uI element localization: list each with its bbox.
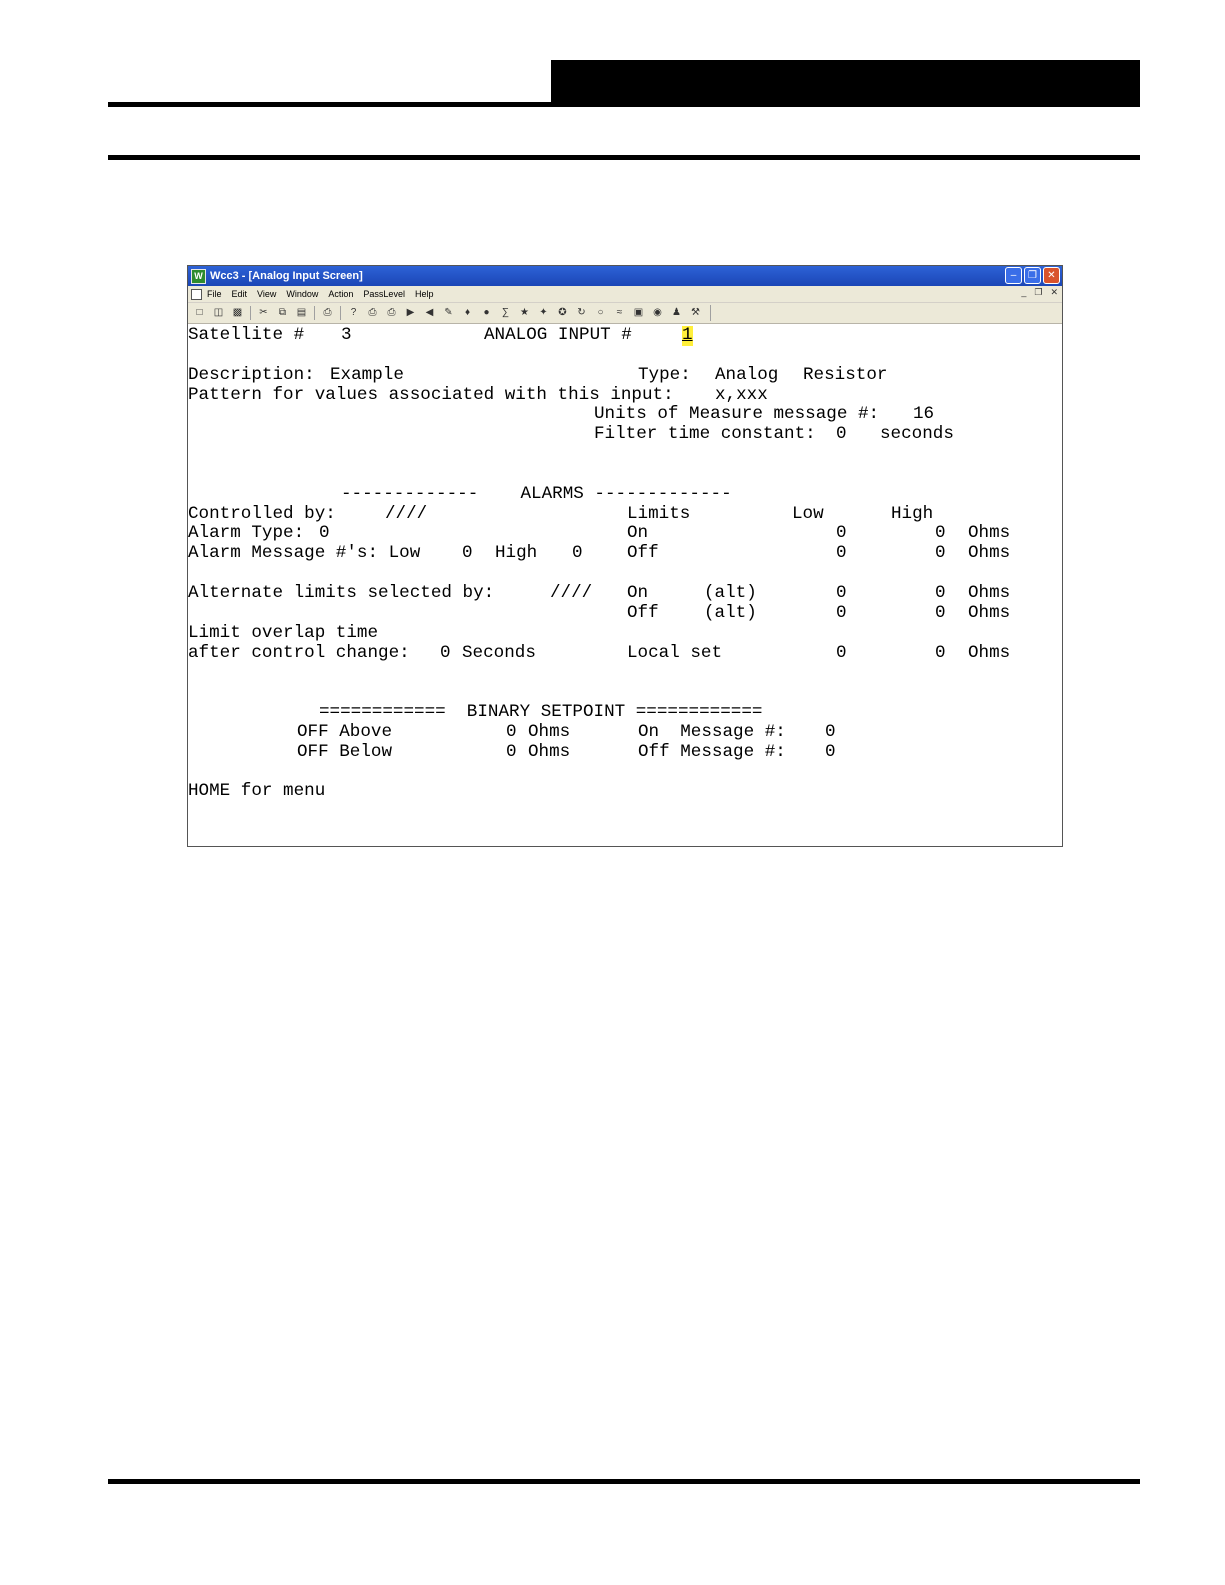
menu-action[interactable]: Action: [328, 289, 354, 299]
limit-unit: Ohms: [968, 543, 1011, 564]
document-menu-icon[interactable]: [191, 289, 202, 300]
alt-limits-value[interactable]: ////: [550, 582, 593, 603]
alarm-type-label: Alarm Type:: [188, 523, 305, 544]
print-setup-icon[interactable]: ⎙: [368, 307, 377, 318]
limit-high-value[interactable]: 0: [935, 582, 946, 603]
limit-label: On: [627, 523, 649, 544]
row-units: [188, 405, 1062, 425]
units-value[interactable]: 16: [913, 404, 935, 425]
app-window: [187, 265, 1063, 847]
limit-unit: Ohms: [968, 602, 1011, 623]
off-below-unit: Ohms: [528, 741, 571, 762]
row-binary-header: [188, 703, 1062, 723]
after-change-value[interactable]: 0: [440, 642, 451, 663]
off-message-value[interactable]: 0: [825, 741, 836, 762]
row-header: [188, 326, 1062, 346]
high-header: High: [891, 503, 934, 524]
display-icon[interactable]: ◉: [653, 307, 662, 318]
help-icon[interactable]: ?: [350, 307, 357, 318]
off-below-label: OFF Below: [297, 741, 393, 762]
page-header-block: [551, 60, 1140, 104]
alarm-msg-low[interactable]: 0: [462, 543, 473, 564]
send-icon[interactable]: ▶: [406, 307, 415, 318]
disconnect-icon[interactable]: ○: [597, 307, 604, 318]
after-change-unit: Seconds: [462, 642, 536, 663]
bell-icon[interactable]: ●: [483, 307, 490, 318]
toolbar-end: [710, 305, 711, 321]
units-label: Units of Measure message #:: [594, 404, 880, 425]
alarms-header: ------------- ALARMS -------------: [341, 483, 732, 504]
filter-value[interactable]: 0: [836, 424, 847, 445]
print-preview-icon[interactable]: ⎙: [387, 307, 396, 318]
binary-setpoint-header: ============ BINARY SETPOINT ============: [319, 702, 763, 723]
limit-label: On: [627, 582, 649, 603]
alt-limits-label: Alternate limits selected by:: [188, 582, 495, 603]
limit-label: Off: [627, 602, 659, 623]
menu-passlevel[interactable]: PassLevel: [363, 289, 405, 299]
limit-high-value[interactable]: 0: [935, 602, 946, 623]
limit-high-value[interactable]: 0: [935, 642, 946, 663]
toolbar-separator: [250, 306, 251, 320]
satellite-label: Satellite #: [188, 326, 305, 345]
limit-row: [188, 644, 1062, 664]
home-hint: HOME for menu: [188, 781, 326, 802]
off-above-unit: Ohms: [528, 721, 571, 742]
row-controlled-by: [188, 505, 1062, 525]
menu-file[interactable]: File: [207, 289, 222, 299]
child-minimize-icon[interactable]: _: [1021, 287, 1027, 297]
title-bar[interactable]: [188, 266, 1062, 286]
window-title: Wcc3 - [Analog Input Screen]: [210, 270, 363, 282]
limit-low-value[interactable]: 0: [836, 523, 847, 544]
off-above-value[interactable]: 0: [506, 721, 517, 742]
app-icon: W: [191, 269, 206, 284]
limit-low-value[interactable]: 0: [836, 602, 847, 623]
alarm-msg-high[interactable]: 0: [572, 543, 583, 564]
alarm-msg-high-label: High: [495, 543, 538, 564]
graph-icon[interactable]: ≈: [616, 307, 623, 318]
limit-unit: Ohms: [968, 523, 1011, 544]
star-icon[interactable]: ★: [520, 307, 529, 318]
limit-low-value[interactable]: 0: [836, 543, 847, 564]
section-rule: [108, 155, 1140, 160]
child-window-controls: [1021, 287, 1058, 298]
description-value[interactable]: Example: [330, 364, 404, 385]
limit-unit: Ohms: [968, 582, 1011, 603]
type-label: Type:: [638, 364, 691, 385]
low-header: Low: [792, 503, 824, 524]
limit-row: [188, 524, 1062, 544]
color-star-icon[interactable]: ✪: [558, 307, 567, 318]
limit-row: [188, 604, 1062, 624]
terminal-screen[interactable]: [188, 326, 1062, 846]
on-message-value[interactable]: 0: [825, 721, 836, 742]
monitor-icon[interactable]: ▣: [633, 307, 644, 318]
save-icon[interactable]: ▩: [232, 307, 243, 318]
receive-icon[interactable]: ◀: [425, 307, 434, 318]
off-below-value[interactable]: 0: [506, 741, 517, 762]
cut-icon[interactable]: ✂: [259, 307, 268, 318]
row-home-hint: [188, 782, 1062, 802]
menu-edit[interactable]: Edit: [231, 289, 248, 299]
limit-label: Local set: [627, 642, 723, 663]
controlled-by-value[interactable]: ////: [385, 503, 428, 524]
row-pattern: [188, 386, 1062, 406]
limit-unit: Ohms: [968, 642, 1011, 663]
paste-icon[interactable]: ▤: [296, 307, 307, 318]
tools-icon[interactable]: ⚒: [691, 307, 700, 318]
limit-overlap-label: Limit overlap time: [188, 622, 379, 643]
connect-icon[interactable]: ↻: [577, 307, 586, 318]
limit-row: [188, 544, 1062, 564]
limit-alt-tag: (alt): [704, 582, 757, 603]
analog-input-value[interactable]: 1: [682, 326, 693, 345]
limit-alt-tag: (alt): [704, 602, 757, 623]
alarm-bell-icon[interactable]: ♦: [464, 307, 471, 318]
toolbar-separator: [340, 306, 341, 320]
alarm-msg-label: Alarm Message #'s: Low: [188, 543, 421, 564]
footer-rule: [108, 1479, 1140, 1484]
analog-input-label: ANALOG INPUT #: [484, 326, 632, 345]
after-change-label: after control change:: [188, 642, 410, 663]
satellite-value[interactable]: 3: [341, 326, 352, 345]
filter-icon[interactable]: ∑: [501, 307, 510, 318]
menu-help[interactable]: Help: [414, 289, 434, 299]
minimize-icon[interactable]: –: [1005, 267, 1022, 284]
type-value[interactable]: Analog: [715, 364, 779, 385]
limit-label: Off: [627, 543, 659, 564]
alarm-type-value[interactable]: 0: [319, 523, 330, 544]
print-icon[interactable]: ⎙: [323, 307, 332, 318]
wand-icon[interactable]: ✦: [539, 307, 548, 318]
row-description: [188, 366, 1062, 386]
pattern-value[interactable]: x,xxx: [715, 384, 768, 405]
menu-view[interactable]: View: [257, 289, 277, 299]
row-off-below: [188, 743, 1062, 763]
limits-header: Limits: [627, 503, 691, 524]
new-file-icon[interactable]: □: [196, 307, 203, 318]
on-message-label: On Message #:: [638, 721, 786, 742]
child-close-icon[interactable]: ✕: [1050, 287, 1058, 297]
pattern-label: Pattern for values associated with this input:: [188, 384, 674, 405]
filter-label: Filter time constant:: [594, 424, 816, 445]
limit-high-value[interactable]: 0: [935, 523, 946, 544]
toolbar: [188, 303, 1062, 324]
close-icon[interactable]: ✕: [1043, 267, 1060, 284]
edit-icon[interactable]: ✎: [444, 307, 453, 318]
row-alarms-header: [188, 485, 1062, 505]
filter-unit: seconds: [880, 424, 954, 445]
window-controls: [1005, 267, 1060, 284]
type-value-2[interactable]: Resistor: [803, 364, 888, 385]
toolbar-separator: [314, 306, 315, 320]
row-limit-overlap: [188, 624, 1062, 644]
row-filter: [188, 425, 1062, 445]
restore-icon[interactable]: ❐: [1024, 267, 1041, 284]
description-label: Description:: [188, 364, 315, 385]
header-rule: [108, 102, 1140, 107]
open-folder-icon[interactable]: ◫: [213, 307, 224, 318]
limit-low-value[interactable]: 0: [836, 642, 847, 663]
user-icon[interactable]: ♟: [672, 307, 681, 318]
child-restore-icon[interactable]: ❐: [1034, 287, 1043, 297]
off-message-label: Off Message #:: [638, 741, 786, 762]
row-off-above: [188, 723, 1062, 743]
copy-icon[interactable]: ⧉: [278, 307, 287, 318]
limit-high-value[interactable]: 0: [935, 543, 946, 564]
limit-row: [188, 584, 1062, 604]
limit-low-value[interactable]: 0: [836, 582, 847, 603]
menu-window[interactable]: Window: [286, 289, 319, 299]
menu-bar: [188, 286, 1062, 303]
controlled-by-label: Controlled by:: [188, 503, 336, 524]
off-above-label: OFF Above: [297, 721, 393, 742]
